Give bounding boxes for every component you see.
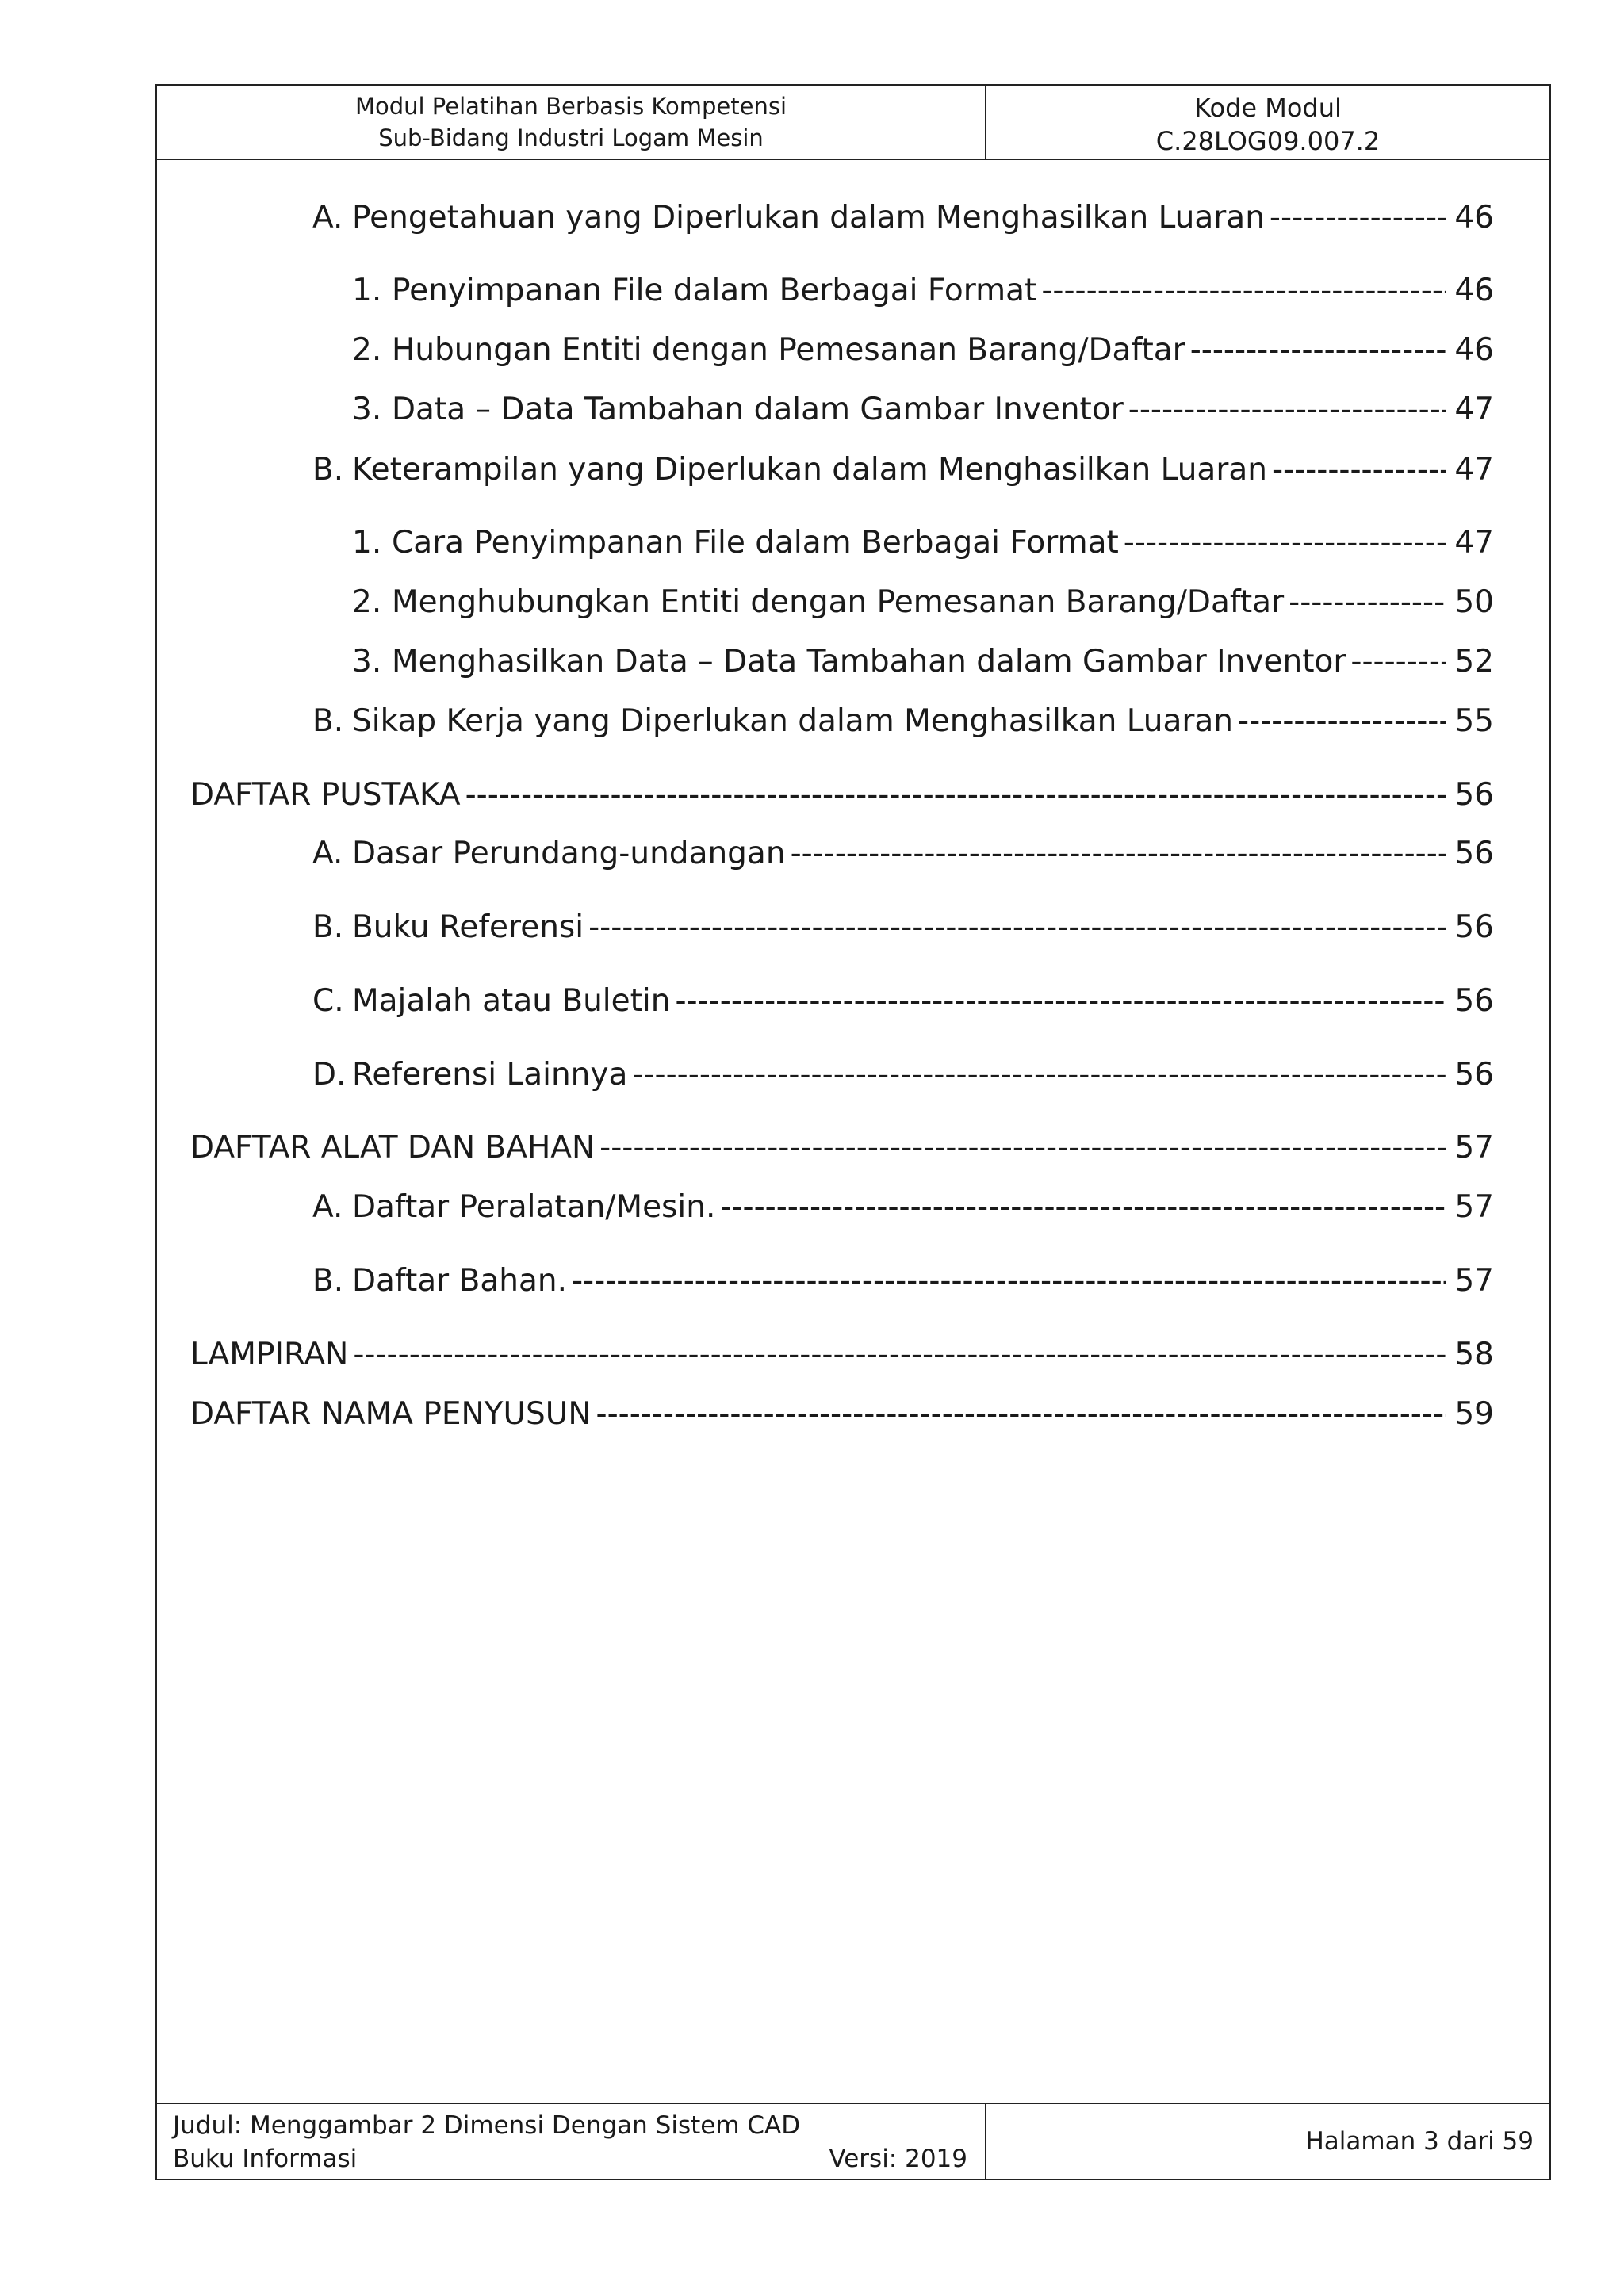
toc-page-number: 56: [1454, 983, 1494, 1019]
toc-entry-text: Data – Data Tambahan dalam Gambar Inventor: [392, 392, 1124, 427]
toc-entry-label: [352, 523, 1119, 563]
toc-leader: [720, 1188, 1446, 1227]
toc-entry[interactable]: [352, 583, 1494, 622]
toc-entry[interactable]: [312, 702, 1494, 741]
toc-entry[interactable]: [190, 775, 1494, 815]
toc-leader: [1128, 390, 1447, 430]
toc-leader: [1190, 331, 1447, 370]
toc-entry-number: B.: [312, 703, 344, 739]
toc-entry-text: LAMPIRAN: [190, 1337, 349, 1372]
toc-leader: [1289, 583, 1446, 622]
toc-entry[interactable]: [312, 198, 1494, 238]
toc-entry[interactable]: [352, 331, 1494, 370]
toc-entry-label: [190, 775, 461, 815]
toc-entry[interactable]: [312, 908, 1494, 947]
toc-entry[interactable]: [312, 450, 1494, 490]
toc-entry-text: Menghasilkan Data – Data Tambahan dalam Gambar Inventor: [392, 644, 1346, 679]
page-number: Halaman 3 dari 59: [1305, 2127, 1534, 2156]
toc-entry-text: Daftar Bahan.: [352, 1263, 567, 1299]
toc-page-number: 56: [1454, 836, 1494, 871]
toc-leader: [632, 1055, 1446, 1095]
toc-entry-number: 3.: [352, 392, 382, 427]
toc-page-number: 47: [1454, 452, 1494, 488]
header-sub-field: Sub-Bidang Industri Logam Mesin: [378, 124, 764, 151]
toc-entry-text: Sikap Kerja yang Diperlukan dalam Menghasilkan Luaran: [352, 703, 1234, 739]
footer-page-info: [986, 2104, 1549, 2179]
toc-entry-text: Majalah atau Buletin: [352, 983, 671, 1019]
toc-entry-label: [312, 450, 1267, 490]
toc-leader: [1238, 702, 1446, 741]
toc-leader: [588, 908, 1446, 947]
toc-page-number: 58: [1454, 1337, 1494, 1372]
toc-page-number: 46: [1454, 332, 1494, 368]
toc-entry-number: 1.: [352, 273, 382, 308]
toc-entry-label: [352, 583, 1284, 622]
toc-entry[interactable]: [352, 523, 1494, 563]
footer-info: [157, 2104, 986, 2179]
toc-entry-number: A.: [312, 836, 343, 871]
toc-entry-text: Buku Referensi: [352, 909, 584, 945]
toc-entry-text: Menghubungkan Entiti dengan Pemesanan Barang/Daftar: [392, 584, 1285, 620]
toc-leader: [1041, 271, 1446, 311]
toc-leader: [1270, 198, 1446, 238]
toc-page-number: 46: [1454, 200, 1494, 235]
header-module-info: [157, 86, 986, 159]
toc-page-number: 57: [1454, 1189, 1494, 1225]
toc-page-number: 47: [1454, 392, 1494, 427]
toc-entry[interactable]: [190, 1395, 1494, 1434]
header-code-value: C.28LOG09.007.2: [1155, 126, 1381, 156]
toc-entry-label: [312, 1261, 567, 1301]
toc-entry-label: [312, 908, 584, 947]
toc-entry-number: A.: [312, 1189, 343, 1225]
toc-entry-label: [190, 1335, 348, 1375]
toc-entry-label: [312, 198, 1265, 238]
toc-entry-label: [312, 1055, 627, 1095]
toc-entry[interactable]: [352, 642, 1494, 682]
toc-leader: [675, 982, 1446, 1021]
toc-entry-text: Pengetahuan yang Diperlukan dalam Menghasilkan Luaran: [352, 200, 1265, 235]
toc-entry-label: [352, 390, 1124, 430]
toc-page-number: 52: [1454, 644, 1494, 679]
toc-entry-text: DAFTAR PUSTAKA: [190, 777, 461, 813]
toc-entry-label: [190, 1128, 595, 1168]
toc-entry[interactable]: [312, 1261, 1494, 1301]
toc-entry-number: C.: [312, 983, 344, 1019]
toc-entry[interactable]: [352, 390, 1494, 430]
toc-leader: [1272, 450, 1446, 490]
toc-entry[interactable]: [312, 1188, 1494, 1227]
toc-entry[interactable]: [312, 982, 1494, 1021]
toc-page-number: 56: [1454, 1057, 1494, 1093]
toc-leader: [1124, 523, 1447, 563]
toc-entry-label: [352, 331, 1185, 370]
toc-entry-label: [312, 834, 786, 874]
toc-entry-text: Cara Penyimpanan File dalam Berbagai Format: [392, 525, 1119, 561]
toc-leader: [572, 1261, 1446, 1301]
toc-entry-number: 3.: [352, 644, 382, 679]
footer-title: Judul: Menggambar 2 Dimensi Dengan Sistem CAD: [173, 2111, 801, 2140]
toc-page-number: 50: [1454, 584, 1494, 620]
toc-entry-label: [190, 1395, 592, 1434]
toc-page-number: 59: [1454, 1396, 1494, 1432]
toc-entry-text: Hubungan Entiti dengan Pemesanan Barang/Daftar: [392, 332, 1185, 368]
toc-entry-number: A.: [312, 200, 343, 235]
toc-entry-number: B.: [312, 909, 344, 945]
toc-entry-number: B.: [312, 452, 344, 488]
footer-version: Versi: 2019: [829, 2145, 967, 2173]
toc-page-number: 56: [1454, 777, 1494, 813]
toc-leader: [1350, 642, 1446, 682]
toc-leader: [791, 834, 1447, 874]
document-footer: [157, 2103, 1549, 2179]
header-code-label: Kode Modul: [1194, 93, 1342, 123]
toc-entry-text: Keterampilan yang Diperlukan dalam Menghasilkan Luaran: [352, 452, 1267, 488]
toc-entry-label: [352, 271, 1036, 311]
toc-page-number: 55: [1454, 703, 1494, 739]
toc-entry[interactable]: [190, 1335, 1494, 1375]
toc-page-number: 47: [1454, 525, 1494, 561]
toc-entry[interactable]: [352, 271, 1494, 311]
document-header: [157, 86, 1549, 160]
toc-leader: [465, 775, 1447, 815]
toc-entry-number: 2.: [352, 332, 382, 368]
toc-leader: [599, 1128, 1446, 1168]
toc-page-number: 56: [1454, 909, 1494, 945]
toc-entry[interactable]: [312, 1055, 1494, 1095]
toc-leader: [353, 1335, 1446, 1375]
toc-entry-text: Referensi Lainnya: [352, 1057, 628, 1093]
toc-entry-label: [312, 1188, 715, 1227]
toc-page-number: 57: [1454, 1263, 1494, 1299]
toc-page-number: 46: [1454, 273, 1494, 308]
toc-leader: [596, 1395, 1447, 1434]
toc-entry[interactable]: [190, 1128, 1494, 1168]
header-module-title: Modul Pelatihan Berbasis Kompetensi: [354, 93, 787, 120]
toc-entry-number: 2.: [352, 584, 382, 620]
header-module-code: [986, 86, 1549, 159]
toc-entry-text: Daftar Peralatan/Mesin.: [352, 1189, 716, 1225]
toc-entry-number: D.: [312, 1057, 347, 1093]
toc-entry-label: [312, 982, 670, 1021]
toc-entry-text: Penyimpanan File dalam Berbagai Format: [392, 273, 1037, 308]
toc-entry-text: Dasar Perundang-undangan: [352, 836, 786, 871]
toc-entry-label: [312, 702, 1233, 741]
footer-book: Buku Informasi: [173, 2145, 358, 2173]
toc-page-number: 57: [1454, 1130, 1494, 1165]
toc-entry-text: DAFTAR NAMA PENYUSUN: [190, 1396, 592, 1432]
toc-entry-number: 1.: [352, 525, 382, 561]
toc-entry-number: B.: [312, 1263, 344, 1299]
toc-entry-text: DAFTAR ALAT DAN BAHAN: [190, 1130, 596, 1165]
toc-entry[interactable]: [312, 834, 1494, 874]
toc-entry-label: [352, 642, 1346, 682]
